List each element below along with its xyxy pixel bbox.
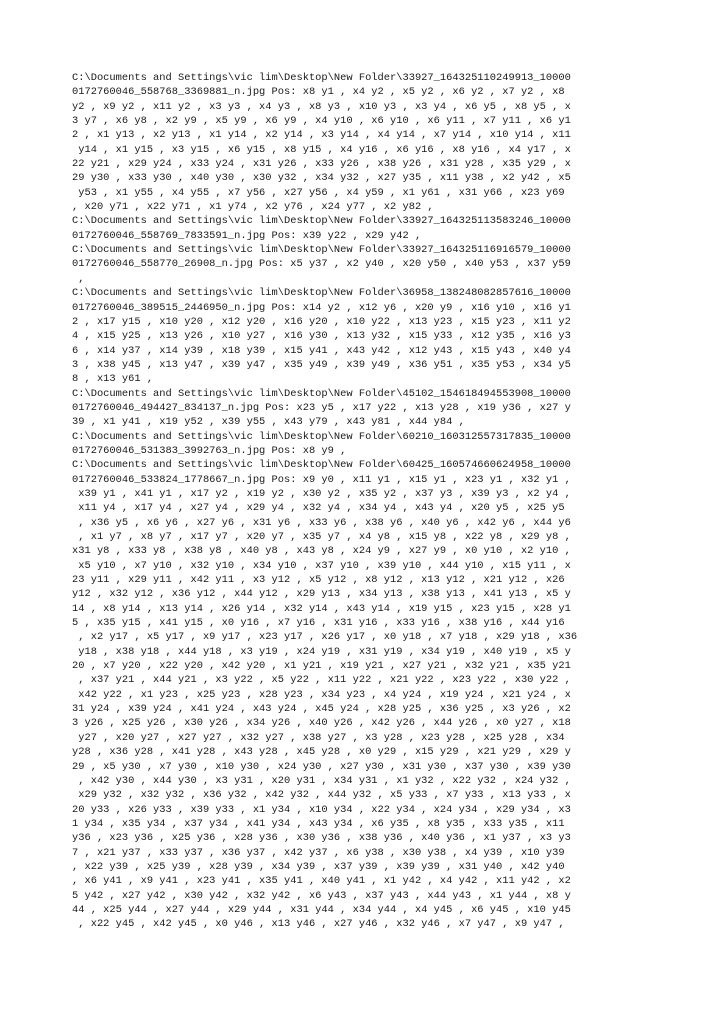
text-line: , x37 y21 , x44 y21 , x3 y22 , x5 y22 , x11 y22 , x21 y22 , x23 y22 , x30 y22 , (72, 674, 571, 687)
text-line: 2 , x1 y13 , x2 y13 , x1 y14 , x2 y14 , x3 y14 , x4 y14 , x7 y14 , x10 y14 , x11 (72, 129, 571, 142)
text-line: , x36 y5 , x6 y6 , x27 y6 , x31 y6 , x33 y6 , x38 y6 , x40 y6 , x42 y6 , x44 y6 (72, 516, 571, 529)
text-line: x5 y10 , x7 y10 , x32 y10 , x34 y10 , x37 y10 , x39 y10 , x44 y10 , x15 y11 , x (72, 559, 571, 572)
text-line: y14 , x1 y15 , x3 y15 , x6 y15 , x8 y15 , x4 y16 , x6 y16 , x8 y16 , x4 y17 , x (72, 143, 571, 156)
text-line: , x22 y45 , x42 y45 , x0 y46 , x13 y46 , x27 y46 , x32 y46 , x7 y47 , x9 y47 , (72, 918, 565, 931)
text-line: 31 y24 , x39 y24 , x41 y24 , x43 y24 , x45 y24 , x28 y25 , x36 y25 , x3 y26 , x2 (72, 703, 571, 716)
text-line: y12 , x32 y12 , x36 y12 , x44 y12 , x29 y13 , x34 y13 , x38 y13 , x41 y13 , x5 y (72, 588, 571, 601)
text-line: C:\Documents and Settings\vic lim\Desktop\New Folder\33927_164325110249913_10000 (72, 72, 571, 84)
text-block (72, 71, 652, 932)
text-line: x31 y8 , x33 y8 , x38 y8 , x40 y8 , x43 y8 , x24 y9 , x27 y9 , x0 y10 , x2 y10 , (72, 545, 571, 558)
text-line: C:\Documents and Settings\vic lim\Desktop\New Folder\60210_160312557317835_10000 (72, 430, 571, 443)
text-line: 23 y11 , x29 y11 , x42 y11 , x3 y12 , x5 y12 , x8 y12 , x13 y12 , x21 y12 , x26 (72, 574, 565, 587)
text-line: 0172760046_558768_3369881_n.jpg Pos: x8 y1 , x4 y2 , x5 y2 , x6 y2 , x7 y2 , x8 (72, 86, 565, 99)
text-line: C:\Documents and Settings\vic lim\Desktop\New Folder\36958_138248082857616_10000 (72, 287, 571, 300)
text-line: 3 y26 , x25 y26 , x30 y26 , x34 y26 , x40 y26 , x42 y26 , x44 y26 , x0 y27 , x18 (72, 717, 571, 730)
text-line: 14 , x8 y14 , x13 y14 , x26 y14 , x32 y14 , x43 y14 , x19 y15 , x23 y15 , x28 y1 (72, 602, 571, 615)
text-line: y27 , x20 y27 , x27 y27 , x32 y27 , x38 y27 , x3 y28 , x23 y28 , x25 y28 , x34 (72, 731, 565, 744)
text-line: 2 , x17 y15 , x10 y20 , x12 y20 , x16 y20 , x10 y22 , x13 y23 , x15 y23 , x11 y2 (72, 315, 571, 328)
text-line: 6 , x14 y37 , x14 y39 , x18 y39 , x15 y41 , x43 y42 , x12 y43 , x15 y43 , x40 y4 (72, 344, 571, 357)
text-line: 20 , x7 y20 , x22 y20 , x42 y20 , x1 y21 , x19 y21 , x27 y21 , x32 y21 , x35 y21 (72, 660, 571, 673)
text-line: , x1 y7 , x8 y7 , x17 y7 , x20 y7 , x35 y7 , x4 y8 , x15 y8 , x22 y8 , x29 y8 , (72, 531, 571, 543)
text-line: , x20 y71 , x22 y71 , x1 y74 , x2 y76 , x24 y77 , x2 y82 , (72, 201, 434, 214)
text-line: 0172760046_558769_7833591_n.jpg Pos: x39 y22 , x29 y42 , (72, 229, 422, 242)
text-line: 0172760046_531383_3992763_n.jpg Pos: x8 y9 , (72, 444, 347, 457)
text-line: C:\Documents and Settings\vic lim\Desktop\New Folder\33927_164325116916579_10000 (72, 244, 571, 257)
text-line: 0172760046_558770_26908_n.jpg Pos: x5 y37 , x2 y40 , x20 y50 , x40 y53 , x37 y59 (72, 258, 571, 271)
text-line: 3 y7 , x6 y8 , x2 y9 , x5 y9 , x6 y9 , x4 y10 , x6 y10 , x6 y11 , x7 y11 , x6 y1 (72, 115, 571, 128)
text-line: 0172760046_389515_2446950_n.jpg Pos: x14 y2 , x12 y6 , x20 y9 , x16 y10 , x16 y1 (72, 301, 571, 314)
text-line: C:\Documents and Settings\vic lim\Desktop\New Folder\33927_164325113583246_10000 (72, 215, 571, 228)
text-line: 29 y30 , x33 y30 , x40 y30 , x30 y32 , x34 y32 , x27 y35 , x11 y38 , x2 y42 , x5 (72, 172, 571, 185)
text-line: , x2 y17 , x5 y17 , x9 y17 , x23 y17 , x26 y17 , x0 y18 , x7 y18 , x29 y18 , x36 (72, 631, 578, 644)
text-line: x42 y22 , x1 y23 , x25 y23 , x28 y23 , x34 y23 , x4 y24 , x19 y24 , x21 y24 , x (72, 688, 571, 701)
text-line: y36 , x23 y36 , x25 y36 , x28 y36 , x30 y36 , x38 y36 , x40 y36 , x1 y37 , x3 y3 (72, 832, 571, 845)
text-line: 22 y21 , x29 y24 , x33 y24 , x31 y26 , x33 y26 , x38 y26 , x31 y28 , x35 y29 , x (72, 158, 571, 171)
text-line: , x42 y30 , x44 y30 , x3 y31 , x20 y31 , x34 y31 , x1 y32 , x22 y32 , x24 y32 , (72, 774, 571, 787)
text-line: C:\Documents and Settings\vic lim\Desktop\New Folder\45102_154618494553908_10000 (72, 387, 571, 400)
text-line: y28 , x36 y28 , x41 y28 , x43 y28 , x45 y28 , x0 y29 , x15 y29 , x21 y29 , x29 y (72, 746, 571, 759)
text-line: 5 y42 , x27 y42 , x30 y42 , x32 y42 , x6 y43 , x37 y43 , x44 y43 , x1 y44 , x8 y (72, 889, 571, 902)
text-line: 7 , x21 y37 , x33 y37 , x36 y37 , x42 y37 , x6 y38 , x30 y38 , x4 y39 , x10 y39 (72, 846, 565, 859)
text-line: y53 , x1 y55 , x4 y55 , x7 y56 , x27 y56 , x4 y59 , x1 y61 , x31 y66 , x23 y69 (72, 186, 565, 199)
text-line: 29 , x5 y30 , x7 y30 , x10 y30 , x24 y30 , x27 y30 , x31 y30 , x37 y30 , x39 y30 (72, 760, 571, 773)
text-line: 0172760046_533824_1778667_n.jpg Pos: x9 y0 , x11 y1 , x15 y1 , x23 y1 , x32 y1 , (72, 473, 571, 486)
text-line: 3 , x38 y45 , x13 y47 , x39 y47 , x35 y49 , x39 y49 , x36 y51 , x35 y53 , x34 y5 (72, 358, 571, 371)
text-line: x39 y1 , x41 y1 , x17 y2 , x19 y2 , x30 y2 , x35 y2 , x37 y3 , x39 y3 , x2 y4 , (72, 487, 571, 500)
text-line: C:\Documents and Settings\vic lim\Desktop\New Folder\60425_160574660624958_10000 (72, 459, 571, 472)
text-line: 44 , x25 y44 , x27 y44 , x29 y44 , x31 y44 , x34 y44 , x4 y45 , x6 y45 , x10 y45 (72, 903, 571, 916)
text-line: , (72, 272, 85, 285)
text-line: y2 , x9 y2 , x11 y2 , x3 y3 , x4 y3 , x8 y3 , x10 y3 , x3 y4 , x6 y5 , x8 y5 , x (72, 100, 571, 113)
text-line: 8 , x13 y61 , (72, 373, 154, 386)
text-line: x29 y32 , x32 y32 , x36 y32 , x42 y32 , x44 y32 , x5 y33 , x7 y33 , x13 y33 , x (72, 789, 571, 802)
text-line: y18 , x38 y18 , x44 y18 , x3 y19 , x24 y19 , x31 y19 , x34 y19 , x40 y19 , x5 y (72, 645, 571, 658)
text-line: , x6 y41 , x9 y41 , x23 y41 , x35 y41 , x40 y41 , x1 y42 , x4 y42 , x11 y42 , x2 (72, 875, 571, 888)
text-line: 5 , x35 y15 , x41 y15 , x0 y16 , x7 y16 , x31 y16 , x33 y16 , x38 y16 , x44 y16 (72, 617, 565, 630)
text-line: 39 , x1 y41 , x19 y52 , x39 y55 , x43 y79 , x43 y81 , x44 y84 , (72, 416, 465, 429)
text-line: 20 y33 , x26 y33 , x39 y33 , x1 y34 , x10 y34 , x22 y34 , x24 y34 , x29 y34 , x3 (72, 803, 571, 816)
text-line: 0172760046_494427_834137_n.jpg Pos: x23 y5 , x17 y22 , x13 y28 , x19 y36 , x27 y (72, 401, 571, 414)
text-line: 4 , x15 y25 , x13 y26 , x10 y27 , x16 y30 , x13 y32 , x15 y33 , x12 y35 , x16 y3 (72, 330, 571, 343)
text-line: x11 y4 , x17 y4 , x27 y4 , x29 y4 , x32 y4 , x34 y4 , x43 y4 , x20 y5 , x25 y5 (72, 502, 565, 515)
text-line: , x22 y39 , x25 y39 , x28 y39 , x34 y39 , x37 y39 , x39 y39 , x31 y40 , x42 y40 (72, 860, 565, 873)
text-line: 1 y34 , x35 y34 , x37 y34 , x41 y34 , x43 y34 , x6 y35 , x8 y35 , x33 y35 , x11 (72, 817, 565, 830)
